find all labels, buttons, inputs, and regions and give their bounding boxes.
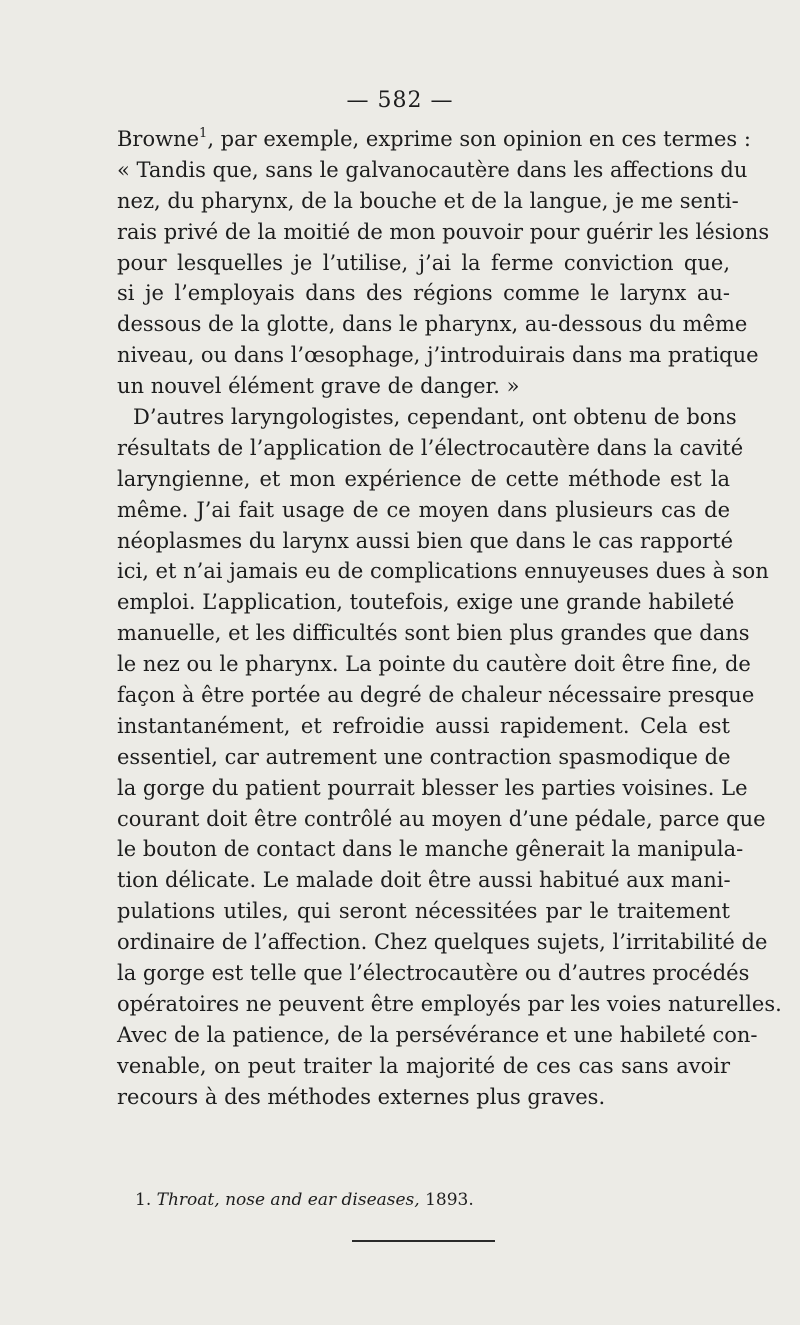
footnote-marker[interactable]: 1: [199, 126, 208, 141]
text-line: ordinaire de l’affection. Chez quelques sujets, l’irritabilité de: [117, 930, 768, 955]
text-line: si je l’employais dans des régions comme le larynx au-: [117, 281, 730, 306]
footnote: [135, 1190, 735, 1210]
text-line: néoplasmes du larynx aussi bien que dans le cas rapporté: [117, 528, 734, 553]
end-rule: [352, 1240, 495, 1242]
text-line: Avec de la patience, de la persévérance et une habileté con-: [117, 1022, 758, 1047]
text-line: emploi. L’application, toutefois, exige une grande habileté: [117, 590, 735, 615]
text-line: recours à des méthodes externes plus graves.: [117, 1084, 606, 1109]
text-line: façon à être portée au degré de chaleur nécessaire presque: [117, 683, 755, 708]
footnote-year: 1893.: [425, 1190, 474, 1210]
text-line: Browne$^1$, par exemple, exprime son opinion en ces termes :: [117, 126, 751, 151]
text-line: le bouton de contact dans le manche gênerait la manipula-: [117, 837, 744, 862]
text-line: la gorge du patient pourrait blesser les parties voisines. Le: [117, 775, 748, 800]
body-text: [117, 124, 782, 1113]
text-line: pour lesquelles je l’utilise, j’ai la ferme conviction que,: [117, 250, 730, 275]
text-line: ici, et n’ai jamais eu de complications ennuyeuses dues à son: [117, 559, 769, 584]
text-line: opératoires ne peuvent être employés par les voies naturelles.: [117, 991, 782, 1016]
text-line: courant doit être contrôlé au moyen d’une pédale, parce que: [117, 806, 766, 831]
text-line: rais privé de la moitié de mon pouvoir pour guérir les lésions: [117, 219, 770, 244]
text-line: un nouvel élément grave de danger. »: [117, 374, 520, 399]
text-line: venable, on peut traiter la majorité de ces cas sans avoir: [117, 1053, 730, 1078]
text-line: pulations utiles, qui seront nécessitées par le traitement: [117, 899, 730, 924]
footnote-title: Throat, nose and ear diseases,: [156, 1190, 420, 1210]
text-line: la gorge est telle que l’électrocautère ou d’autres procédés: [117, 961, 750, 986]
author-name: Browne: [117, 127, 200, 151]
text-line: D’autres laryngologistes, cependant, ont obtenu de bons: [133, 405, 737, 430]
text-line: laryngienne, et mon expérience de cette méthode est la: [117, 466, 730, 491]
text-line: niveau, ou dans l’œsophage, j’introduirais dans ma pratique: [117, 343, 759, 368]
text-line: résultats de l’application de l’électrocautère dans la cavité: [117, 435, 744, 460]
page-number: — 582 —: [346, 88, 454, 113]
text-line: manuelle, et les difficultés sont bien plus grandes que dans: [117, 621, 750, 646]
text-line: essentiel, car autrement une contraction spasmodique de: [117, 744, 731, 769]
text-line: tion délicate. Le malade doit être aussi habitué aux mani-: [117, 868, 731, 893]
text-line: nez, du pharynx, de la bouche et de la langue, je me senti-: [117, 188, 739, 213]
text-line: le nez ou le pharynx. La pointe du cautère doit être fine, de: [117, 652, 751, 677]
text-line: instantanément, et refroidie aussi rapidement. Cela est: [117, 713, 730, 738]
footnote-number: 1.: [135, 1190, 152, 1210]
text-line: même. J’ai fait usage de ce moyen dans plusieurs cas de: [117, 497, 730, 522]
text-line: « Tandis que, sans le galvanocautère dans les affections du: [117, 157, 748, 182]
text-line: dessous de la glotte, dans le pharynx, au-dessous du même: [117, 312, 748, 337]
